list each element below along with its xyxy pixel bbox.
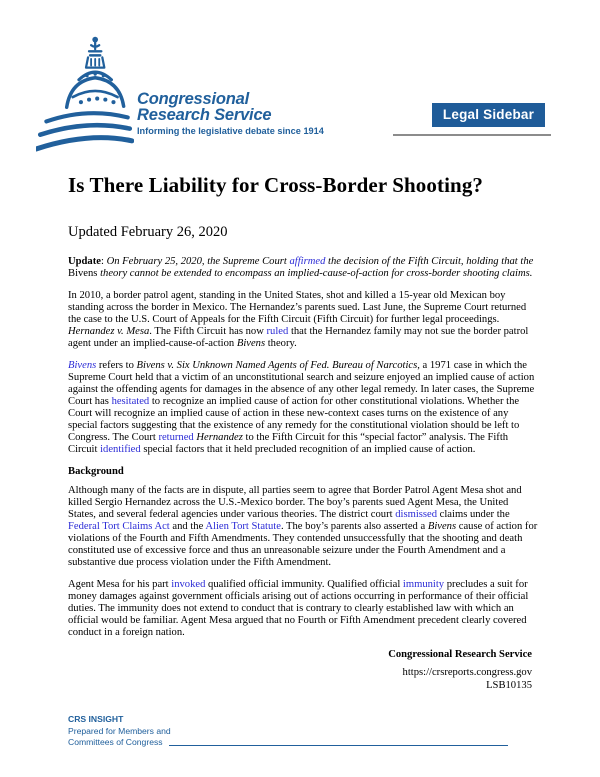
section-heading-background: Background [68,465,124,477]
link-ruled[interactable]: ruled [266,325,289,337]
text-run: theory. [265,338,297,350]
link-invoked[interactable]: invoked [171,579,206,591]
text-run: . The Fifth Circuit has now [149,325,267,337]
text-run: Bivens [68,268,98,280]
text-run: In 2010, a border patrol agent, standing in the United States, shot and killed a 15-year old Mexican boy standing across the border in Mexico. The Hernandez’s parents sued. Last June, the Supreme Court returned the case to the U.S. Court of Appeals for the Fifth Circuit (Fifth Circuit) for further legal proceedings. [68,289,527,325]
text-run: . The boy’s parents also asserted a [280,521,428,533]
text-run: On February 25, 2020, the Supreme Court [106,256,290,267]
link-returned[interactable]: returned [158,432,194,444]
text-run: to the Fifth Circuit for this “special factor” analysis. The Fifth Circuit [68,432,509,456]
footer-rule [169,745,508,746]
paragraph-background [68,485,538,570]
link-immunity[interactable]: immunity [402,579,445,591]
text-run: Update [68,256,101,267]
link-alien-tort-statute[interactable]: Alien Tort Statute [205,521,281,533]
bottom-footer [68,714,508,749]
paragraph-bivens [68,360,538,457]
logo-tagline: Informing the legislative debate since 1914 [137,126,324,136]
link-identified[interactable]: identified [100,444,141,456]
link-federal-tort-claims-act[interactable]: Federal Tort Claims Act [68,521,170,533]
link-hesitated[interactable]: hesitated [111,395,150,407]
text-run: Hernandez v. Mesa [68,325,150,337]
text-run: precludes a suit for money damages against government officials arising out of actions occurring in performance of their official duties. The immunity does not extend to conduct that is contrary to clearly established law with which an official would be familiar. Agent Mesa argued that no Fourth or Fifth Amendment precedent clearly covered conduct in a foreign nation. [68,579,529,639]
text-run: to recognize an implied cause of action for other constitutional violations. Whether the Court will recognize an implied cause of action in these new-context cases turns on the existence of any special factors suggesting that the existence of any remedy for the constitutional violation should be left to Congress. The Court [68,395,520,444]
text-run: : [100,256,107,267]
legal-sidebar-badge: Legal Sidebar [432,103,545,127]
footer-org-name: Congressional Research Service [388,649,532,661]
text-run: qualified official immunity. Qualified official [205,579,403,591]
paragraph-update [68,256,538,280]
header-rule [393,134,551,136]
text-run: Bivens [236,338,266,350]
logo-line-1: Congressional [137,90,250,108]
crs-reports-url[interactable]: https://crsreports.congress.gov [402,667,532,679]
prepared-line-2: Committees of Congress [68,737,163,747]
link-dismissed[interactable]: dismissed [395,509,438,521]
text-run: claims under the [437,509,510,521]
text-run: that the Hernandez family may not sue the border patrol agent under an implied-cause-of-action [68,325,529,350]
text-run: cause of action for violations of the Fourth and Fifth Amendments. They contended unsuccessfully that the shooting and death constituted use of excessive force and thus an unreasonable seizure under the Fourth Amendment and a substantive due process violation under the Fifth Amendment. [68,521,538,569]
text-run: , a 1971 case in which the Supreme Court held that a victim of an unconstitutional search and seizure enjoyed an implied cause of action against the offending agents for damages in the absence of any other legal remedy. In later cases, the Supreme Court has [68,359,535,407]
text-run: Bivens v. Six Unknown Named Agents of Fed. Bureau of Narcotics [136,359,418,371]
link-bivens[interactable]: Bivens [68,359,97,371]
crs-insight-label: CRS INSIGHT [68,714,124,724]
paragraph-immunity [68,579,538,639]
paragraph-intro [68,290,538,350]
text-run: Agent Mesa for his part [68,579,172,591]
link-affirmed[interactable]: affirmed [289,256,326,267]
page-title: Is There Liability for Cross-Border Shooting? [68,173,484,197]
article [68,173,538,691]
text-run: special factors that it held precluded recognition of an implied cause of action. [140,444,476,456]
text-run: Bivens [427,521,457,533]
crs-logo [137,92,324,136]
text-run: theory cannot be extended to encompass an implied-cause-of-action for cross-border shooting claims. [97,268,533,280]
text-run: the decision of the Fifth Circuit, holding that the [325,256,534,267]
text-run: and the [169,521,206,533]
capitol-dome-icon [36,34,134,157]
date-line: Updated February 26, 2020 [68,224,228,240]
prepared-line-1: Prepared for Members and [68,725,171,736]
logo-line-2: Research Service [137,105,272,124]
document-footer [68,649,538,691]
text-run: refers to [96,359,137,371]
text-run: Hernandez [196,432,243,444]
text-run: Although many of the facts are in dispute, all parties seem to agree that Border Patrol Agent Mesa shot and killed Sergio Hernandez across the U.S.-Mexico border. The boy’s parents sued Agent Mesa, the United States, and several federal agencies under various theories. The district court [68,484,522,521]
document-id: LSB10135 [486,680,532,692]
